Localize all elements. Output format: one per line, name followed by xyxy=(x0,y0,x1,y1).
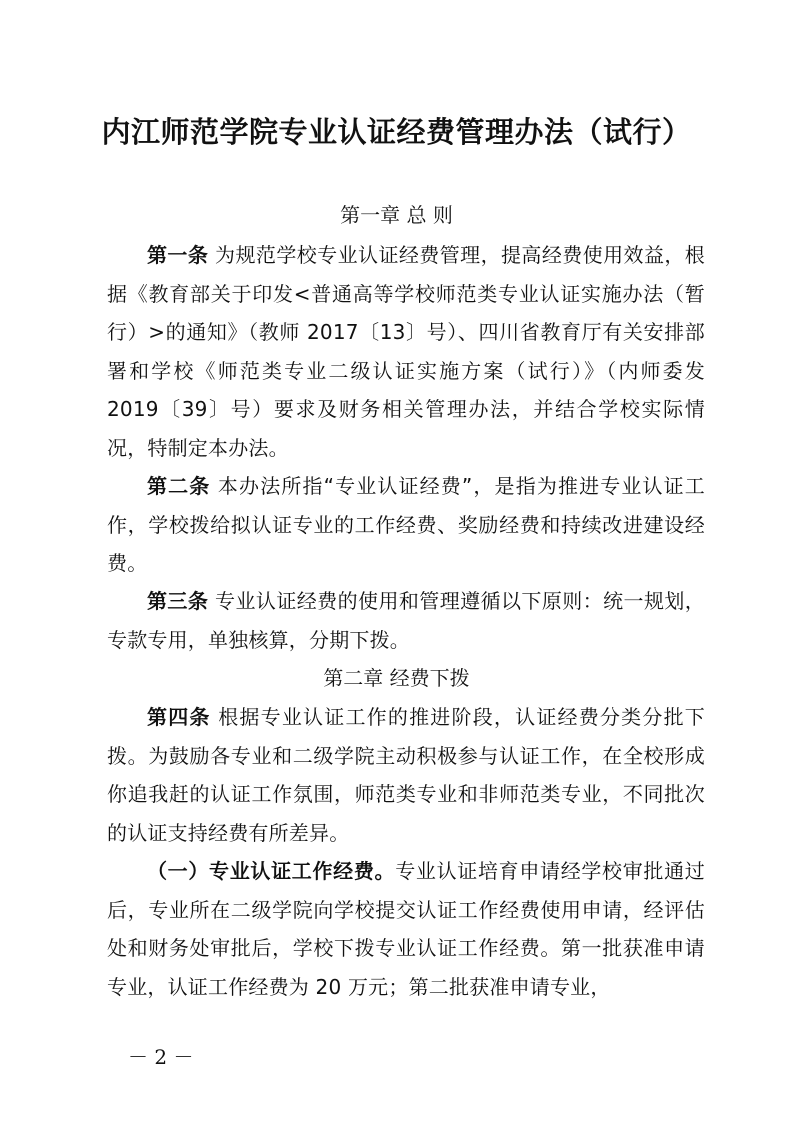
item-1-label: （一）专业认证工作经费。 xyxy=(147,859,396,883)
article-2-text: 本办法所指“专业认证经费”，是指为推进专业认证工作，学校拨给拟认证专业的工作经费、奖励经费和持续改进建设经费。 xyxy=(107,474,705,575)
article-1-label: 第一条 xyxy=(147,243,209,267)
document-title: 内江师范学院专业认证经费管理办法（试行） xyxy=(101,115,692,149)
article-1 xyxy=(107,236,705,467)
page-number: － 2 － xyxy=(128,1045,194,1069)
article-4 xyxy=(107,698,705,852)
article-2 xyxy=(107,467,705,583)
item-1 xyxy=(107,852,705,1006)
article-1-text: 为规范学校专业认证经费管理，提高经费使用效益，根据《教育部关于印发<普通高等学校师范类专业认证实施办法（暂行）>的通知》（教师 2017〔13〕号）、四川省教育厅有关安排部署和学校《师范类专业二级认证实施方案（试行）》（内师委发 2019〔39〕号）要求及财务相关管理办法，并结合学校实际情况，特制定本办法。 xyxy=(107,243,705,460)
article-2-label: 第二条 xyxy=(147,474,211,498)
article-4-text: 根据专业认证工作的推进阶段，认证经费分类分批下拨。为鼓励各专业和二级学院主动积极参与认证工作，在全校形成你追我赶的认证工作氛围，师范类专业和非师范类专业，不同批次的认证支持经费有所差异。 xyxy=(107,705,705,845)
chapter-heading-2: 第二章 经费下拨 xyxy=(323,666,470,690)
article-4-label: 第四条 xyxy=(147,705,211,729)
chapter-heading-1: 第一章 总 则 xyxy=(340,203,453,227)
article-3-label: 第三条 xyxy=(147,589,209,613)
article-3-text: 专业认证经费的使用和管理遵循以下原则：统一规划，专款专用，单独核算，分期下拨。 xyxy=(107,589,705,652)
item-1-text: 专业认证培育申请经学校审批通过后，专业所在二级学院向学校提交认证工作经费使用申请，经评估处和财务处审批后，学校下拨专业认证工作经费。第一批获准申请专业，认证工作经费为 20 万元；第二批获准申请专业， xyxy=(107,859,705,999)
article-3 xyxy=(107,582,705,659)
